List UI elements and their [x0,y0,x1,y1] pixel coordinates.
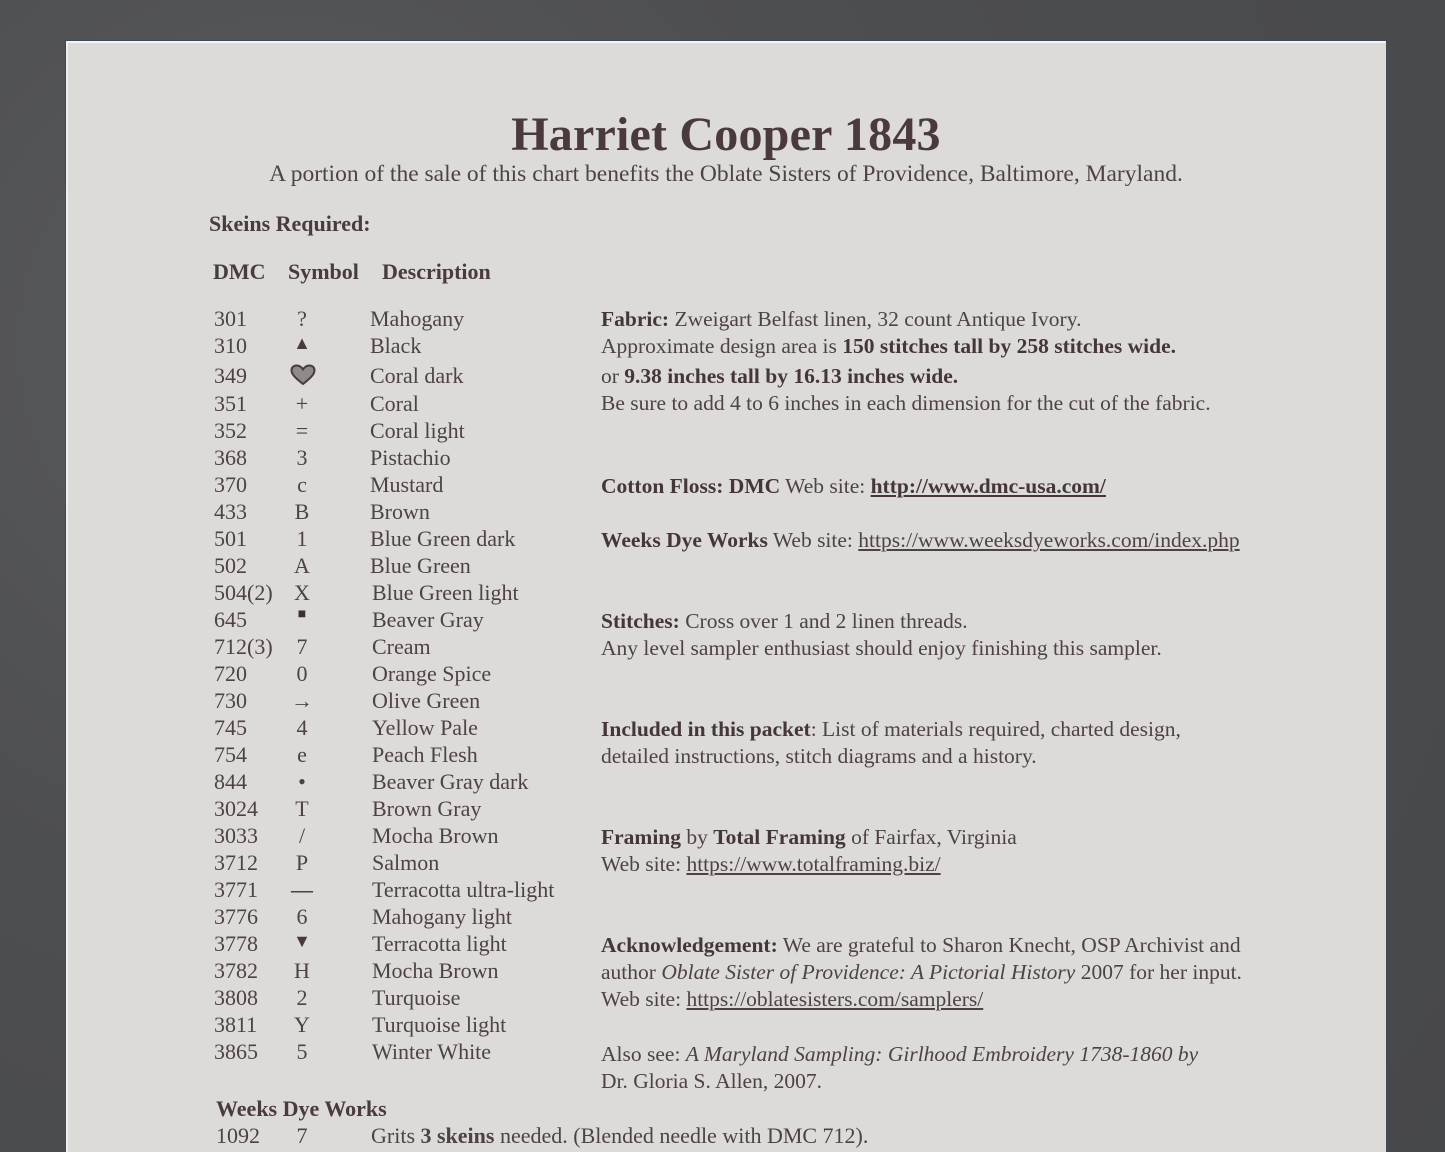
skein-symbol: Y [294,1012,310,1037]
skein-dmc: 502 [214,553,247,578]
skein-description: Brown Gray [372,796,482,821]
skein-description: Brown [370,499,430,524]
column-header-symbol: Symbol [288,259,359,284]
skein-dmc: 301 [214,306,247,331]
skein-dmc: 712(3) [214,634,273,659]
skein-dmc: 3811 [214,1012,258,1037]
skein-description: Terracotta light [372,931,507,956]
stitches-section: Stitches: Cross over 1 and 2 linen threads. Any level sampler enthusiast should enjoy finishing this sampler. [601,609,1162,660]
skein-dmc: 3024 [214,796,258,821]
skein-description: Yellow Pale [372,715,478,740]
skein-description: Olive Green [372,688,481,713]
skein-dmc: 645 [214,607,247,632]
skein-symbol: T [295,796,309,821]
skein-symbol: c [297,472,307,497]
skein-dmc: 3782 [214,958,258,983]
skein-symbol: B [294,499,310,524]
skein-description: Turquoise [372,985,461,1010]
framing-website-link[interactable]: https://www.totalframing.biz/ [686,852,941,876]
skein-symbol: — [291,877,313,902]
skein-description: Orange Spice [372,661,492,686]
dmc-website-link[interactable]: http://www.dmc-usa.com/ [870,474,1106,498]
skein-description: Mahogany light [372,904,512,929]
weeks-heading: Weeks Dye Works [216,1096,387,1121]
skein-description: Mahogany [370,306,465,331]
skein-symbol: 6 [296,904,308,929]
fabric-label: Fabric: [601,307,670,331]
skein-dmc: 3778 [214,931,258,956]
skein-description: Terracotta ultra-light [372,877,555,902]
skein-symbol: 1 [296,526,308,551]
skein-dmc: 349 [214,363,247,388]
skein-symbol: 0 [296,661,308,686]
skein-symbol: ▲ [293,333,311,353]
document-subtitle: A portion of the sale of this chart benefits the Oblate Sisters of Providence, Baltimore, Maryland. [269,161,1183,187]
skein-description: Beaver Gray dark [372,769,529,794]
skein-symbol: 4 [296,715,308,740]
skein-description: Pistachio [370,445,451,470]
skein-symbol: / [298,823,306,848]
skein-description: Cream [372,634,431,659]
skein-description: Beaver Gray [372,607,484,632]
skein-dmc: 3712 [214,850,258,875]
skein-dmc: 504(2) [214,580,273,605]
skein-dmc: 433 [214,499,247,524]
document-page [66,41,1386,1152]
document-title: Harriet Cooper 1843 [511,108,941,161]
skein-description: Blue Green dark [370,526,516,551]
also-see-section: Also see: A Maryland Sampling: Girlhood Embroidery 1738-1860 by Dr. Gloria S. Allen, 2007. [601,1042,1199,1093]
skein-symbol: 5 [296,1039,308,1064]
skein-dmc: 3033 [214,823,258,848]
skeins-heading: Skeins Required: [209,211,371,236]
skein-dmc: 720 [214,661,247,686]
skein-symbol: H [294,958,310,983]
skein-description: Mocha Brown [372,958,499,983]
skein-dmc: 352 [214,418,247,443]
skein-dmc: 745 [214,715,247,740]
skein-dmc: 3771 [214,877,258,902]
skein-symbol: = [295,418,309,443]
skein-dmc: 370 [214,472,247,497]
packet-section: Included in this packet: List of materials required, charted design, detailed instructions, stitch diagrams and a history. [601,717,1181,768]
column-header-description: Description [382,259,491,284]
skein-description: Winter White [372,1039,492,1064]
skein-description: Black [370,333,422,358]
skein-description: Coral light [370,418,465,443]
weeks-website-link[interactable]: https://www.weeksdyeworks.com/index.php [858,528,1240,552]
skein-description: Peach Flesh [372,742,478,767]
skein-dmc: 310 [214,333,247,358]
skein-symbol: → [291,688,313,713]
skein-description: Blue Green [370,553,471,578]
skein-description: Coral dark [370,363,464,388]
weeks-symbol: 7 [296,1123,308,1148]
skein-symbol: • [298,769,306,794]
skein-symbol: + [295,391,309,416]
skein-symbol: X [294,580,310,605]
skein-dmc: 730 [214,688,247,713]
weeks-number: 1092 [216,1123,260,1148]
skein-description: Coral [370,391,419,416]
framing-section: Framing by Total Framing of Fairfax, Virginia Web site: https://www.totalframing.biz/ [601,825,1017,876]
oblate-website-link[interactable]: https://oblatesisters.com/samplers/ [686,987,984,1011]
skein-dmc: 3776 [214,904,258,929]
skein-description: Turquoise light [372,1012,507,1037]
fabric-section: Fabric: Zweigart Belfast linen, 32 count Antique Ivory. Approximate design area is 150 stitches tall by 258 stitches wide. or 9.38 inches tall by 16.13 inches wide. Be sure to add 4 to 6 inches in each dimension for the cut of the fabric. [601,307,1211,415]
cotton-floss-section: Cotton Floss: DMC Web site: http://www.dmc-usa.com/ [601,474,1106,498]
skein-description: Salmon [372,850,440,875]
weeks-site-section: Weeks Dye Works Web site: https://www.weeksdyeworks.com/index.php [601,528,1240,552]
skein-dmc: 3865 [214,1039,258,1064]
column-header-dmc: DMC [213,259,266,284]
skein-symbol: 2 [296,985,308,1010]
skein-description: Mocha Brown [372,823,499,848]
weeks-description: Grits 3 skeins needed. (Blended needle with DMC 712). [371,1123,869,1148]
skein-symbol: ▼ [293,931,311,951]
skein-symbol: ■ [297,607,307,622]
skein-dmc: 754 [214,742,247,767]
skein-symbol: ? [297,306,307,331]
skein-symbol: e [297,742,307,767]
acknowledgement-section: Acknowledgement: We are grateful to Sharon Knecht, OSP Archivist and author Oblate Sister of Providence: A Pictorial History 2007 for her input. Web site: https://oblatesisters.com/samplers/ [601,933,1242,1011]
heart-icon [290,363,314,389]
skein-description: Mustard [370,472,444,497]
skein-symbol: 7 [296,634,308,659]
skein-description: Blue Green light [372,580,519,605]
skein-dmc: 501 [214,526,247,551]
skein-symbol: A [294,553,310,578]
skein-dmc: 3808 [214,985,258,1010]
skein-symbol: 3 [296,445,308,470]
skein-symbol: P [295,850,309,875]
skein-dmc: 351 [214,391,247,416]
skein-dmc: 844 [214,769,247,794]
skein-dmc: 368 [214,445,247,470]
